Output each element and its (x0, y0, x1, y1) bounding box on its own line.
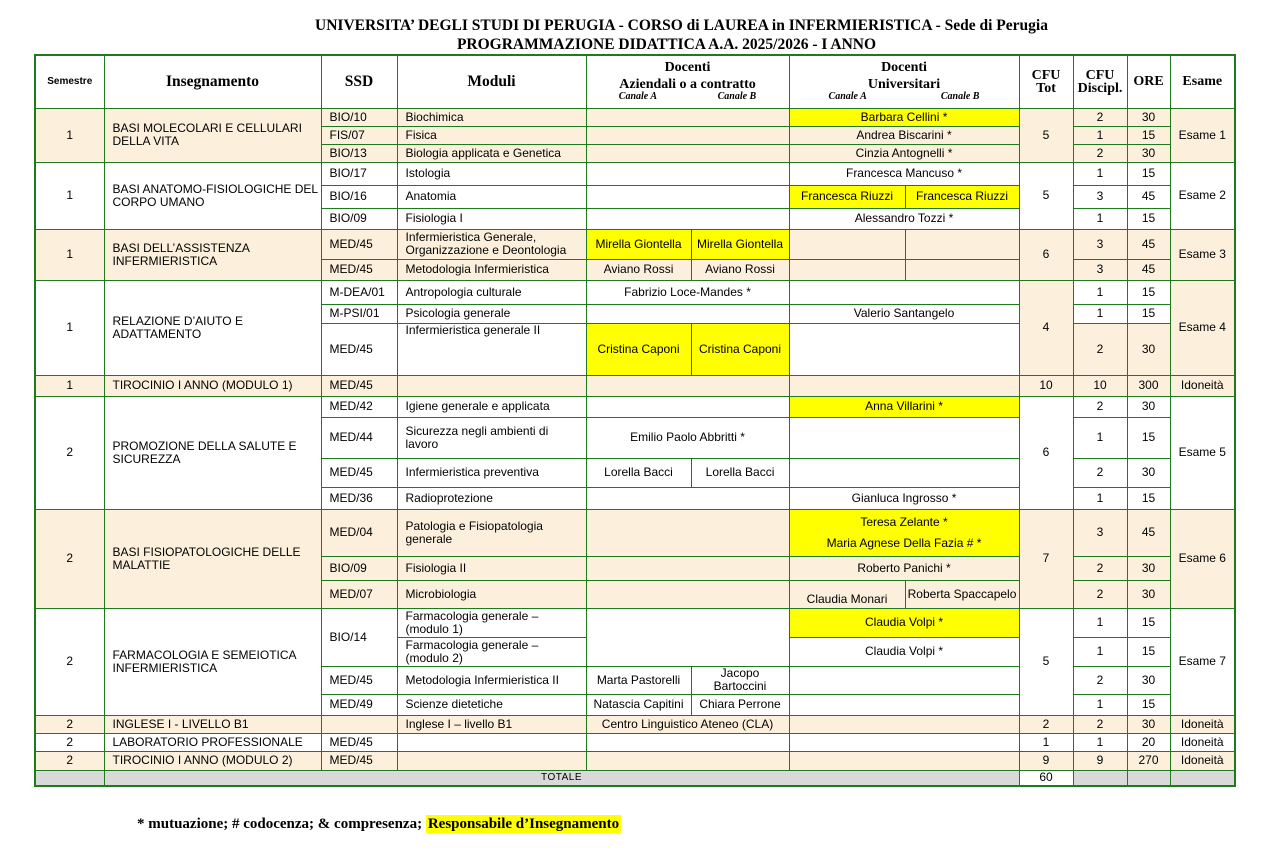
insegnamento-cell: TIROCINIO I ANNO (MODULO 2) (104, 751, 321, 770)
modulo-cell: Psicologia generale (397, 304, 586, 323)
ore-cell: 30 (1127, 556, 1170, 580)
canale-a-label: Canale A (828, 91, 867, 103)
ssd-cell: BIO/14 (321, 608, 397, 666)
docente-az-canale-b: Jacopo Bartoccini (691, 666, 789, 694)
col-cfu-tot (1019, 55, 1073, 108)
docente-un-canale-a (789, 259, 905, 280)
esame-cell: Idoneità (1170, 733, 1235, 751)
cfu-disc-cell: 3 (1073, 509, 1127, 556)
ore-cell: 30 (1127, 580, 1170, 608)
col-moduli: Moduli (397, 55, 586, 108)
docente-un-cell: Claudia Volpi * (789, 608, 1019, 637)
docente-un-canale-a (789, 229, 905, 259)
modulo-cell: Metodologia Infermieristica (397, 259, 586, 280)
docente-az-canale-a: Lorella Bacci (586, 458, 691, 487)
cfu-disc-cell: 2 (1073, 458, 1127, 487)
docente-name: Teresa Zelante * (860, 514, 948, 529)
ssd-cell: MED/45 (321, 733, 397, 751)
canali-un (792, 91, 1017, 102)
semestre-cell: 2 (35, 396, 104, 509)
total-cfu: 60 (1019, 770, 1073, 786)
ore-cell: 15 (1127, 162, 1170, 185)
ssd-cell: MED/45 (321, 229, 397, 259)
semestre-cell: 2 (35, 715, 104, 733)
cfu-tot-cell: 4 (1019, 280, 1073, 375)
esame-cell: Esame 2 (1170, 162, 1235, 229)
cfu-disc-cell: 1 (1073, 637, 1127, 666)
cfu-tot-cell: 2 (1019, 715, 1073, 733)
modulo-cell: Inglese I – livello B1 (397, 715, 586, 733)
col-ssd: SSD (321, 55, 397, 108)
docente-az-canale-b: Aviano Rossi (691, 259, 789, 280)
docente-name: Maria Agnese Della Fazia # * (826, 535, 982, 550)
docente-un-cell (789, 323, 1019, 375)
docente-un-cell: Gianluca Ingrosso * (789, 487, 1019, 509)
ore-cell: 45 (1127, 229, 1170, 259)
docente-az-cell (586, 580, 789, 608)
modulo-cell: Igiene generale e applicata (397, 396, 586, 417)
docente-un-canale-a: Francesca Riuzzi (789, 185, 905, 208)
table-row (35, 751, 1235, 770)
canali-az (589, 91, 787, 102)
ore-cell: 270 (1127, 751, 1170, 770)
modulo-cell (397, 751, 586, 770)
modulo-cell: Sicurezza negli ambienti di lavoro (397, 417, 586, 458)
esame-cell: Esame 5 (1170, 396, 1235, 509)
docente-az-cell (586, 375, 789, 396)
docente-az-cell (586, 162, 789, 185)
docente-un-cell (789, 715, 1019, 733)
col-docenti-az-line1: Docenti (664, 60, 711, 76)
insegnamento-cell: BASI ANATOMO-FISIOLOGICHE DEL CORPO UMANO (104, 162, 321, 229)
docente-az-canale-a: Cristina Caponi (586, 323, 691, 375)
docente-un-cell (789, 417, 1019, 458)
table-row (35, 162, 1235, 185)
insegnamento-cell: PROMOZIONE DELLA SALUTE E SICUREZZA (104, 396, 321, 509)
ore-cell: 15 (1127, 208, 1170, 229)
cfu-disc-cell: 9 (1073, 751, 1127, 770)
col-esame: Esame (1170, 55, 1235, 108)
ore-cell: 30 (1127, 108, 1170, 126)
modulo-cell: Biologia applicata e Genetica (397, 144, 586, 162)
col-cfu-tot-line1: CFU (1031, 67, 1061, 83)
modulo-cell: Patologia e Fisiopatologia generale (397, 509, 586, 556)
ore-cell: 30 (1127, 458, 1170, 487)
ssd-cell: MED/45 (321, 323, 397, 375)
col-ore: ORE (1127, 55, 1170, 108)
col-cfu-discipl (1073, 55, 1127, 108)
cfu-disc-cell: 1 (1073, 162, 1127, 185)
ore-cell: 30 (1127, 666, 1170, 694)
cfu-disc-cell: 2 (1073, 108, 1127, 126)
ore-cell: 45 (1127, 259, 1170, 280)
cfu-disc-cell: 1 (1073, 208, 1127, 229)
esame-cell: Esame 4 (1170, 280, 1235, 375)
ssd-cell: MED/04 (321, 509, 397, 556)
docente-un-canale-b: Francesca Riuzzi (905, 185, 1019, 208)
table-row (35, 608, 1235, 637)
ssd-cell: BIO/17 (321, 162, 397, 185)
col-cfu-disc-line2: Discipl. (1077, 80, 1123, 96)
esame-cell: Esame 1 (1170, 108, 1235, 162)
docente-un-cell (789, 375, 1019, 396)
cfu-tot-cell: 6 (1019, 396, 1073, 509)
modulo-cell: Anatomia (397, 185, 586, 208)
ore-cell: 15 (1127, 694, 1170, 715)
docente-un-cell: Andrea Biscarini * (789, 126, 1019, 144)
cfu-disc-cell: 3 (1073, 185, 1127, 208)
modulo-cell: Farmacologia generale – (modulo 2) (397, 637, 586, 666)
modulo-cell (397, 375, 586, 396)
docente-un-cell (789, 733, 1019, 751)
semestre-cell: 2 (35, 509, 104, 608)
ssd-cell: BIO/10 (321, 108, 397, 126)
modulo-cell: Fisica (397, 126, 586, 144)
cfu-disc-cell: 1 (1073, 608, 1127, 637)
docente-az-canale-b: Lorella Bacci (691, 458, 789, 487)
ssd-cell: MED/42 (321, 396, 397, 417)
docente-az-cell (586, 751, 789, 770)
table-row (35, 396, 1235, 417)
insegnamento-cell: RELAZIONE D’AIUTO E ADATTAMENTO (104, 280, 321, 375)
ore-cell: 15 (1127, 637, 1170, 666)
docente-un-cell (789, 666, 1019, 694)
docente-az-canale-b: Cristina Caponi (691, 323, 789, 375)
cfu-tot-cell: 9 (1019, 751, 1073, 770)
col-docenti-un-line1: Docenti (881, 60, 927, 76)
ore-cell: 45 (1127, 509, 1170, 556)
esame-cell: Esame 6 (1170, 509, 1235, 608)
docente-un-cell (789, 694, 1019, 715)
ssd-cell: MED/45 (321, 666, 397, 694)
ore-cell: 30 (1127, 396, 1170, 417)
cfu-disc-cell: 3 (1073, 259, 1127, 280)
docente-az-cell (586, 556, 789, 580)
col-docenti-aziendali (586, 55, 789, 108)
docente-az-cell (586, 733, 789, 751)
docente-un-cell: Anna Villarini * (789, 396, 1019, 417)
total-label: TOTALE (104, 770, 1019, 786)
docente-az-canale-a: Aviano Rossi (586, 259, 691, 280)
semestre-cell: 2 (35, 608, 104, 715)
ore-cell: 15 (1127, 304, 1170, 323)
table-row (35, 375, 1235, 396)
total-blank (1170, 770, 1235, 786)
col-docenti-universitari (789, 55, 1019, 108)
cfu-disc-cell: 2 (1073, 580, 1127, 608)
semestre-cell: 1 (35, 375, 104, 396)
col-docenti-un-line2: Universitari (867, 77, 941, 93)
esame-cell: Idoneità (1170, 715, 1235, 733)
docente-un-canale-a: Claudia Monari (789, 580, 905, 608)
ore-cell: 15 (1127, 280, 1170, 304)
modulo-cell: Fisiologia II (397, 556, 586, 580)
total-blank (1073, 770, 1127, 786)
cfu-disc-cell: 1 (1073, 487, 1127, 509)
docente-un-canale-b: Roberta Spaccapelo (905, 580, 1019, 608)
docente-un-cell: Valerio Santangelo (789, 304, 1019, 323)
ssd-cell: BIO/09 (321, 556, 397, 580)
legend (137, 814, 621, 834)
cfu-tot-cell: 1 (1019, 733, 1073, 751)
canale-b-label: Canale B (940, 91, 980, 103)
modulo-cell: Radioprotezione (397, 487, 586, 509)
docente-un-cell: Claudia Volpi * (789, 637, 1019, 666)
docente-az-cell: Emilio Paolo Abbritti * (586, 417, 789, 458)
ssd-cell: BIO/13 (321, 144, 397, 162)
cfu-tot-cell: 7 (1019, 509, 1073, 608)
cfu-tot-cell: 5 (1019, 108, 1073, 162)
docente-un-cell (789, 509, 1019, 556)
header-row (35, 55, 1235, 108)
ssd-cell: MED/45 (321, 259, 397, 280)
table-row (35, 733, 1235, 751)
cfu-disc-cell: 2 (1073, 144, 1127, 162)
table-row (35, 280, 1235, 304)
ore-cell: 30 (1127, 144, 1170, 162)
modulo-cell: Biochimica (397, 108, 586, 126)
cfu-disc-cell: 2 (1073, 715, 1127, 733)
table-row (35, 715, 1235, 733)
ssd-cell: BIO/16 (321, 185, 397, 208)
legend-text: * mutuazione; # codocenza; & compresenza; (137, 816, 426, 832)
document-title: UNIVERSITA’ DEGLI STUDI DI PERUGIA - CORSO di LAUREA in INFERMIERISTICA - Sede di Perugia (315, 17, 1048, 34)
modulo-cell: Infermieristica preventiva (397, 458, 586, 487)
modulo-cell: Farmacologia generale – (modulo 1) (397, 608, 586, 637)
ssd-cell (321, 715, 397, 733)
cfu-disc-cell: 10 (1073, 375, 1127, 396)
ssd-cell: MED/45 (321, 458, 397, 487)
docente-az-cell (586, 144, 789, 162)
table-row (35, 229, 1235, 259)
ssd-cell: MED/36 (321, 487, 397, 509)
col-insegnamento: Insegnamento (104, 55, 321, 108)
docente-un-cell: Barbara Cellini * (789, 108, 1019, 126)
ssd-cell: MED/49 (321, 694, 397, 715)
docente-az-canale-a: Natascia Capitini (586, 694, 691, 715)
ssd-cell: MED/44 (321, 417, 397, 458)
docente-az-cell: Fabrizio Loce-Mandes * (586, 280, 789, 304)
ore-cell: 300 (1127, 375, 1170, 396)
ore-cell: 20 (1127, 733, 1170, 751)
cfu-tot-cell: 6 (1019, 229, 1073, 280)
ssd-cell: MED/45 (321, 751, 397, 770)
docente-az-cell (586, 304, 789, 323)
legend-responsabile: Responsabile d’Insegnamento (427, 816, 620, 832)
docente-az-canale-a: Marta Pastorelli (586, 666, 691, 694)
docente-un-canale-b (905, 229, 1019, 259)
esame-cell: Idoneità (1170, 375, 1235, 396)
ore-cell: 45 (1127, 185, 1170, 208)
col-cfu-disc-line1: CFU (1085, 67, 1115, 83)
docente-az-cell (586, 608, 789, 666)
ore-cell: 30 (1127, 323, 1170, 375)
modulo-cell: Infermieristica Generale, Organizzazione e Deontologia (397, 229, 586, 259)
ore-cell: 15 (1127, 487, 1170, 509)
docente-az-canale-a: Mirella Giontella (586, 229, 691, 259)
total-blank (35, 770, 104, 786)
cfu-disc-cell: 1 (1073, 733, 1127, 751)
cfu-disc-cell: 1 (1073, 280, 1127, 304)
ore-cell: 15 (1127, 608, 1170, 637)
esame-cell: Esame 3 (1170, 229, 1235, 280)
ssd-cell: MED/07 (321, 580, 397, 608)
ssd-cell: M-PSI/01 (321, 304, 397, 323)
ore-cell: 30 (1127, 715, 1170, 733)
esame-cell: Idoneità (1170, 751, 1235, 770)
table-row (35, 108, 1235, 126)
docente-az-cell (586, 396, 789, 417)
insegnamento-cell: BASI MOLECOLARI E CELLULARI DELLA VITA (104, 108, 321, 162)
esame-cell: Esame 7 (1170, 608, 1235, 715)
docente-un-canale-b (905, 259, 1019, 280)
ssd-cell: MED/45 (321, 375, 397, 396)
ssd-cell: FIS/07 (321, 126, 397, 144)
docente-un-cell (789, 280, 1019, 304)
semestre-cell: 2 (35, 733, 104, 751)
insegnamento-cell: LABORATORIO PROFESSIONALE (104, 733, 321, 751)
ssd-cell: M-DEA/01 (321, 280, 397, 304)
modulo-cell: Antropologia culturale (397, 280, 586, 304)
modulo-cell (397, 733, 586, 751)
col-docenti-az-line2: Aziendali o a contratto (619, 77, 756, 93)
ore-cell: 15 (1127, 417, 1170, 458)
cfu-disc-cell: 1 (1073, 304, 1127, 323)
programming-table (34, 54, 1236, 787)
modulo-cell: Istologia (397, 162, 586, 185)
insegnamento-cell: BASI FISIOPATOLOGICHE DELLE MALATTIE (104, 509, 321, 608)
canale-b-label: Canale B (717, 91, 757, 103)
docente-az-cell (586, 208, 789, 229)
docente-az-cell (586, 126, 789, 144)
modulo-cell: Metodologia Infermieristica II (397, 666, 586, 694)
table-row (35, 509, 1235, 556)
col-cfu-tot-line2: Tot (1036, 80, 1056, 96)
cfu-disc-cell: 3 (1073, 229, 1127, 259)
cfu-disc-cell: 2 (1073, 396, 1127, 417)
cfu-tot-cell: 5 (1019, 162, 1073, 229)
ssd-cell: BIO/09 (321, 208, 397, 229)
docente-az-cell (586, 108, 789, 126)
semestre-cell: 2 (35, 751, 104, 770)
insegnamento-cell: BASI DELL’ASSISTENZA INFERMIERISTICA (104, 229, 321, 280)
docente-az-cell (586, 185, 789, 208)
document-subtitle: PROGRAMMAZIONE DIDATTICA A.A. 2025/2026 - I ANNO (456, 36, 877, 53)
docente-az-canale-b: Chiara Perrone (691, 694, 789, 715)
docente-un-cell (789, 458, 1019, 487)
canale-a-label: Canale A (618, 91, 658, 103)
cfu-disc-cell: 2 (1073, 323, 1127, 375)
modulo-cell: Infermieristica generale II (397, 323, 586, 375)
modulo-cell: Fisiologia I (397, 208, 586, 229)
semestre-cell: 1 (35, 108, 104, 162)
modulo-cell: Microbiologia (397, 580, 586, 608)
ore-cell: 15 (1127, 126, 1170, 144)
docente-un-cell: Francesca Mancuso * (789, 162, 1019, 185)
cfu-disc-cell: 1 (1073, 417, 1127, 458)
col-semestre: Semestre (35, 55, 104, 108)
total-row (35, 770, 1235, 786)
docente-az-cell (586, 509, 789, 556)
docente-un-cell: Roberto Panichi * (789, 556, 1019, 580)
cfu-tot-cell: 10 (1019, 375, 1073, 396)
cfu-disc-cell: 2 (1073, 666, 1127, 694)
docente-az-cell: Centro Linguistico Ateneo (CLA) (586, 715, 789, 733)
modulo-cell: Scienze dietetiche (397, 694, 586, 715)
semestre-cell: 1 (35, 229, 104, 280)
docente-az-cell (586, 487, 789, 509)
cfu-disc-cell: 1 (1073, 694, 1127, 715)
insegnamento-cell: INGLESE I - LIVELLO B1 (104, 715, 321, 733)
cfu-disc-cell: 1 (1073, 126, 1127, 144)
cfu-tot-cell: 5 (1019, 608, 1073, 715)
docente-un-cell (789, 751, 1019, 770)
insegnamento-cell: TIROCINIO I ANNO (MODULO 1) (104, 375, 321, 396)
insegnamento-cell: FARMACOLOGIA E SEMEIOTICA INFERMIERISTICA (104, 608, 321, 715)
cfu-disc-cell: 2 (1073, 556, 1127, 580)
docente-az-canale-b: Mirella Giontella (691, 229, 789, 259)
docente-un-cell: Alessandro Tozzi * (789, 208, 1019, 229)
semestre-cell: 1 (35, 280, 104, 375)
docente-un-cell: Cinzia Antognelli * (789, 144, 1019, 162)
total-blank (1127, 770, 1170, 786)
semestre-cell: 1 (35, 162, 104, 229)
